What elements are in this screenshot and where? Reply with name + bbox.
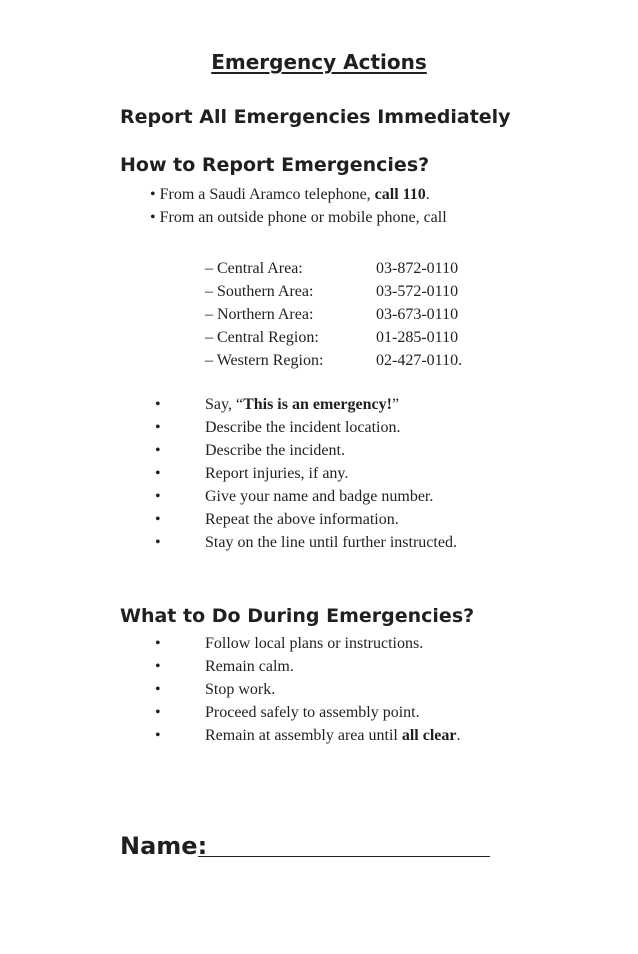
- name-field[interactable]: [198, 856, 490, 857]
- phone-number: 03-572-0110: [376, 283, 459, 300]
- bullet-icon: •: [155, 442, 161, 459]
- phone-row: [205, 326, 462, 349]
- phone-number: 02-427-0110.: [376, 352, 463, 369]
- call-steps-list: [155, 393, 457, 554]
- phone-number: 03-872-0110: [376, 260, 459, 277]
- phone-area: – Central Region:: [205, 329, 319, 346]
- phone-row: [205, 257, 462, 280]
- say-phrase: This is an emergency!: [243, 396, 392, 413]
- phone-area: – Central Area:: [205, 260, 303, 277]
- phone-number: 01-285-0110: [376, 329, 459, 346]
- assembly-text: Remain at assembly area until: [205, 727, 402, 744]
- list-item-text: Describe the incident.: [205, 442, 345, 459]
- name-label: Name:: [120, 832, 208, 860]
- call-number: call 110: [374, 186, 426, 203]
- outside-phone-line: • From an outside phone or mobile phone, call: [150, 209, 447, 226]
- list-item: [155, 701, 460, 724]
- list-item-text: Report injuries, if any.: [205, 465, 349, 482]
- list-item-text: Describe the incident location.: [205, 419, 401, 436]
- bullet-icon: •: [155, 419, 161, 436]
- phone-row: [205, 303, 462, 326]
- phone-number-list: [205, 257, 462, 372]
- list-item-text: [205, 724, 460, 747]
- list-item-text: Give your name and badge number.: [205, 488, 434, 505]
- report-all-heading: Report All Emergencies Immediately: [120, 106, 511, 128]
- list-item-text: Stay on the line until further instructed.: [205, 534, 457, 551]
- list-item: [155, 439, 457, 462]
- aramco-phone-line: [150, 183, 447, 206]
- list-item: [155, 485, 457, 508]
- phone-area: – Southern Area:: [205, 283, 314, 300]
- list-item: [155, 632, 460, 655]
- list-item: [155, 416, 457, 439]
- aramco-phone-text: • From a Saudi Aramco telephone,: [150, 186, 375, 203]
- list-item: [155, 655, 460, 678]
- bullet-icon: •: [155, 704, 161, 721]
- phone-row: [205, 280, 462, 303]
- list-item: [155, 531, 457, 554]
- say-prefix: Say, “: [205, 396, 244, 413]
- list-item-text: Proceed safely to assembly point.: [205, 704, 420, 721]
- list-item-text: Repeat the above information.: [205, 511, 399, 528]
- list-item: [155, 724, 460, 747]
- list-item-text: [205, 393, 399, 416]
- assembly-suffix: .: [456, 727, 461, 744]
- list-item: [155, 462, 457, 485]
- all-clear-text: all clear: [401, 727, 457, 744]
- report-instructions: [150, 183, 447, 229]
- during-steps-list: [155, 632, 460, 747]
- bullet-icon: •: [155, 635, 161, 652]
- page-title: Emergency Actions: [211, 50, 427, 74]
- phone-area: – Northern Area:: [205, 306, 314, 323]
- list-item: [155, 678, 460, 701]
- phone-area: – Western Region:: [205, 352, 324, 369]
- bullet-icon: •: [155, 658, 161, 675]
- phone-row: [205, 349, 462, 372]
- list-item-text: Follow local plans or instructions.: [205, 635, 424, 652]
- bullet-icon: •: [155, 488, 161, 505]
- list-item: [155, 393, 457, 416]
- how-to-report-heading: How to Report Emergencies?: [120, 154, 430, 176]
- phone-number: 03-673-0110: [376, 306, 459, 323]
- bullet-icon: •: [155, 534, 161, 551]
- list-item-text: Remain calm.: [205, 658, 294, 675]
- aramco-phone-suffix: .: [425, 186, 430, 203]
- bullet-icon: •: [155, 727, 161, 744]
- bullet-icon: •: [155, 511, 161, 528]
- during-emergencies-heading: What to Do During Emergencies?: [120, 605, 475, 627]
- list-item-text: Stop work.: [205, 681, 276, 698]
- bullet-icon: •: [155, 681, 161, 698]
- bullet-icon: •: [155, 465, 161, 482]
- say-suffix: ”: [391, 396, 400, 413]
- list-item: [155, 508, 457, 531]
- bullet-icon: •: [155, 396, 161, 413]
